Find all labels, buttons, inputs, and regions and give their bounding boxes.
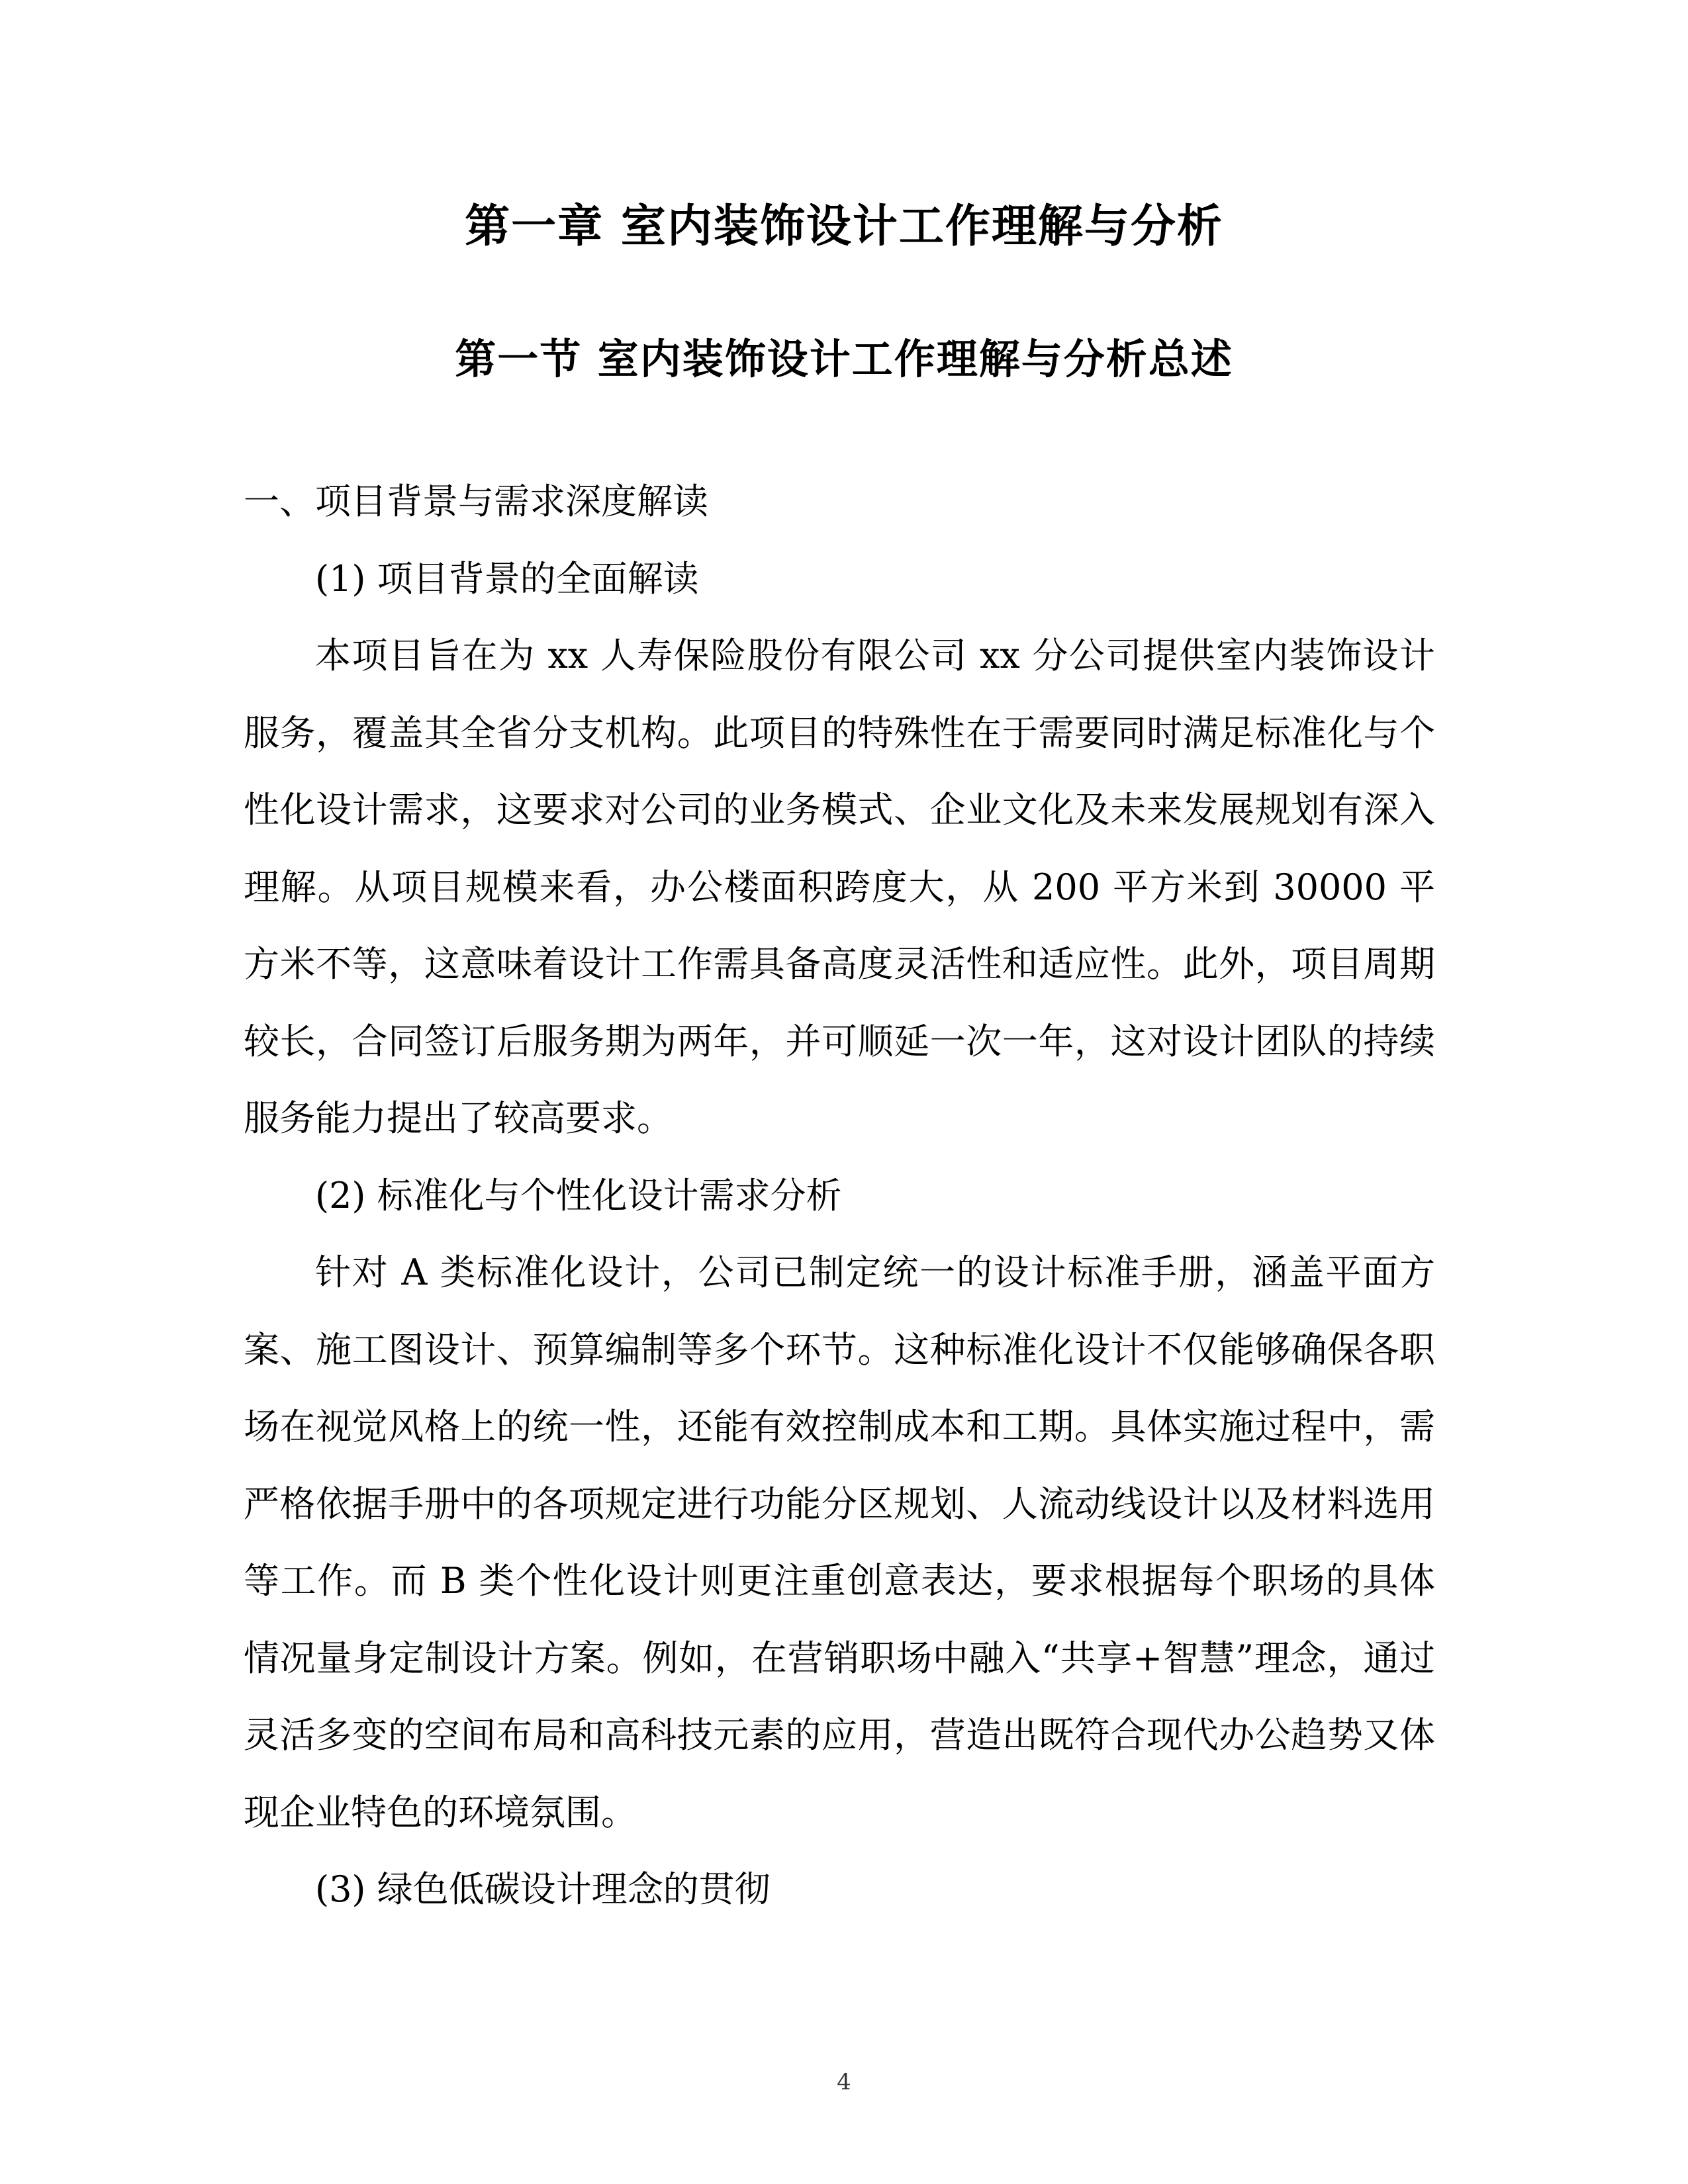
subheading-design-needs: (2) 标准化与个性化设计需求分析 xyxy=(315,1174,842,1216)
paragraph-project-background: 本项目旨在为 xx 人寿保险股份有限公司 xx 分公司提供室内装饰设计服务，覆盖其全省分支机构。此项目的特殊性在于需要同时满足标准化与个性化设计需求，这要求对公司的业务模式、企业文化及未来发展规划有深入理解。从项目规模来看，办公楼面积跨度大，从 200 平方米到 30000 平方米不等，这意味着设计工作需具备高度灵活性和适应性。此外，项目周期较长，合同签订后服务期为两年，并可顺延一次一年，这对设计团队的持续服务能力提出了较高要求。 xyxy=(244,635,1435,1139)
subheading-green-design: (3) 绿色低碳设计理念的贯彻 xyxy=(315,1868,771,1910)
heading-project-background: 一、项目背景与需求深度解读 xyxy=(244,480,708,522)
body-text xyxy=(244,463,1435,1929)
section-title: 第一节 室内装饰设计工作理解与分析总述 xyxy=(455,335,1233,383)
page-number: 4 xyxy=(837,2069,851,2095)
paragraph-design-needs: 针对 A 类标准化设计，公司已制定统一的设计标准手册，涵盖平面方案、施工图设计、预算编制等多个环节。这种标准化设计不仅能够确保各职场在视觉风格上的统一性，还能有效控制成本和工期。具体实施过程中，需严格依据手册中的各项规定进行功能分区规划、人流动线设计以及材料选用等工作。而 B 类个性化设计则更注重创意表达，要求根据每个职场的具体情况量身定制设计方案。例如，在营销职场中融入“共享+智慧”理念，通过灵活多变的空间布局和高科技元素的应用，营造出既符合现代办公趋势又体现企业特色的环境氛围。 xyxy=(244,1251,1435,1833)
subheading-background-interpretation: (1) 项目背景的全面解读 xyxy=(315,557,699,600)
chapter-title: 第一章 室内装饰设计工作理解与分析 xyxy=(465,201,1223,253)
